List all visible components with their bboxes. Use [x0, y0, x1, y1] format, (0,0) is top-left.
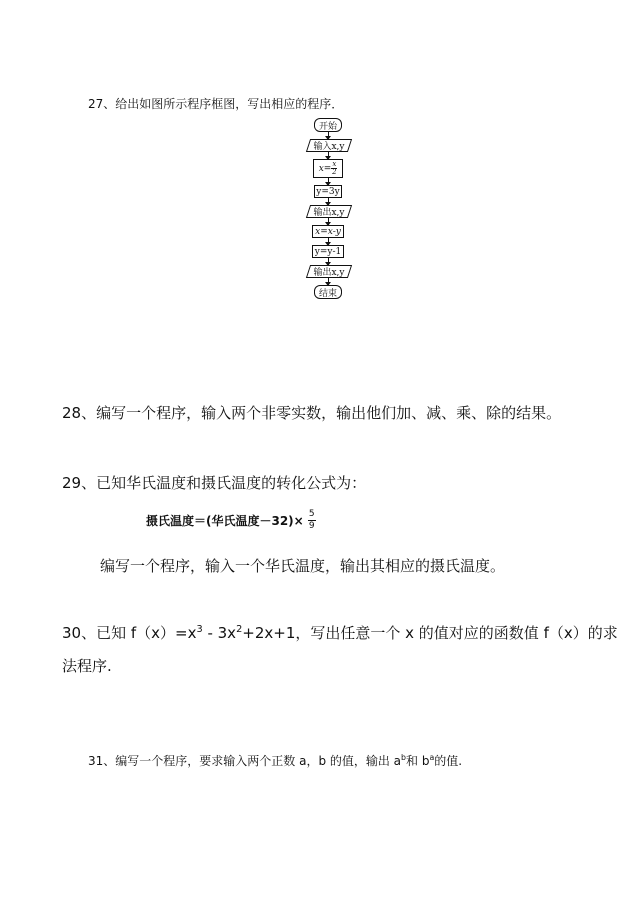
question-28-text: 28、编写一个程序，输入两个非零实数，输出他们加、减、乘、除的结果。	[62, 404, 562, 422]
question-30-line2: 法程序.	[62, 657, 112, 675]
q30-exponent-2: 2	[236, 624, 243, 635]
q30-exponent-3: 3	[196, 624, 203, 635]
formula-left: 摄氏温度＝(华氏温度－32)×	[146, 514, 304, 528]
flowchart-assign-x-minus-y	[312, 225, 344, 238]
flowchart-arrow	[328, 152, 329, 159]
conversion-formula	[146, 509, 316, 532]
question-29-text: 29、已知华氏温度和摄氏温度的转化公式为：	[62, 474, 367, 492]
flowchart-fraction-den: 2	[332, 168, 337, 176]
question-31-text	[88, 752, 462, 769]
formula-fraction	[308, 509, 316, 532]
flowchart-arrow	[328, 178, 329, 185]
flowchart-fraction	[331, 161, 337, 176]
flowchart-arrow	[328, 238, 329, 245]
flowchart-start-node	[314, 118, 342, 132]
flowchart-fraction-num: x	[332, 160, 337, 168]
flowchart-output-node	[308, 265, 350, 278]
q31-exponent-b: b	[401, 753, 406, 762]
flowchart-assign-label: y=y-1	[314, 246, 342, 257]
flowchart-arrow	[328, 218, 329, 225]
flowchart	[290, 112, 370, 312]
flowchart-assign-lhs: x=	[318, 163, 332, 174]
question-30-text	[62, 622, 618, 643]
flowchart-assign-y-triple	[314, 185, 342, 198]
q30-rest: +2x+1，写出任意一个 x 的值对应的函数值 f（x）的求	[242, 624, 618, 642]
flowchart-assign-y-minus-one	[312, 245, 344, 258]
flowchart-end-node	[314, 285, 342, 299]
flowchart-output-node	[308, 205, 350, 218]
q30-prefix: 30、已知 f（x）=x	[62, 624, 197, 642]
flowchart-arrow	[328, 132, 329, 139]
flowchart-arrow	[328, 258, 329, 265]
q30-mid: - 3x	[202, 624, 237, 642]
question-29-instruction: 编写一个程序，输入一个华氏温度，输出其相应的摄氏温度。	[100, 557, 506, 575]
formula-fraction-numerator: 5	[308, 509, 315, 519]
flowchart-start-label: 开始	[318, 121, 337, 132]
formula-fraction-denominator: 9	[308, 521, 315, 531]
flowchart-end-label: 结束	[318, 288, 337, 299]
flowchart-input-label: 输入x,y	[313, 142, 345, 152]
q31-mid: 和 b	[406, 754, 430, 768]
q31-suffix: 的值.	[434, 754, 463, 768]
flowchart-arrow	[328, 278, 329, 285]
q31-prefix: 31、编写一个程序，要求输入两个正数 a，b 的值，输出 a	[88, 754, 402, 768]
q31-exponent-a: a	[429, 753, 435, 762]
flowchart-assign-x-half	[313, 159, 343, 178]
flowchart-assign-label: y=3y	[316, 186, 340, 197]
flowchart-output-label: 输出x,y	[313, 208, 345, 218]
flowchart-output-label: 输出x,y	[313, 268, 345, 278]
flowchart-arrow	[328, 198, 329, 205]
question-27-text: 27、给出如图所示程序框图，写出相应的程序．	[88, 97, 344, 111]
flowchart-input-node	[308, 139, 350, 152]
flowchart-assign-label: x=x-y	[315, 226, 341, 237]
